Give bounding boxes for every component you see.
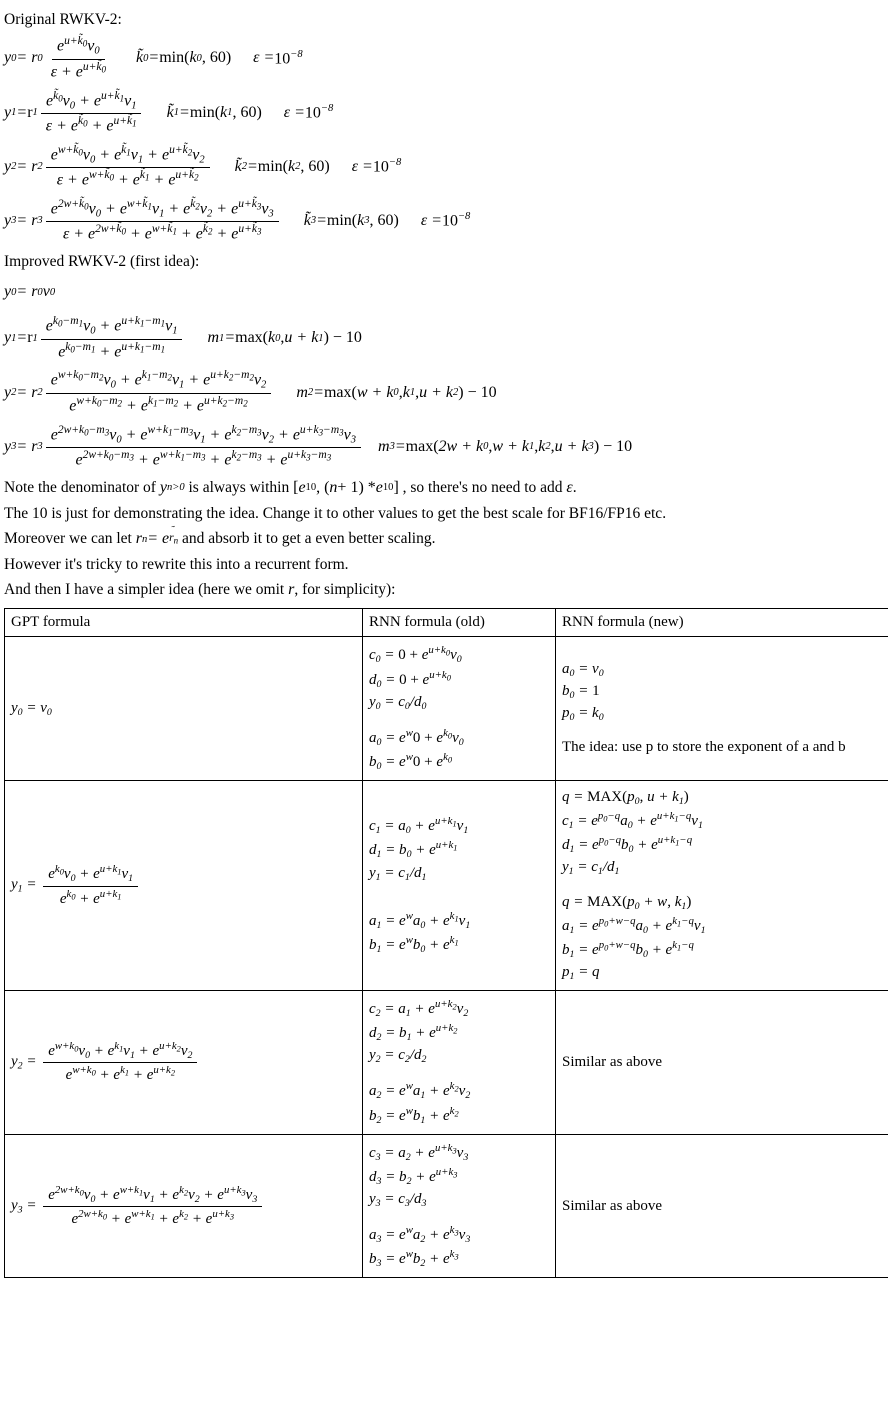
cell-rnn-old-y2: $c_2 = a_1 + e^{u+k_2}v_2$ $d_2 = b_1 + e^{u+k_2}$ $y_2 = c_2/d_2$ $a_2 = e^wa_1 + e^{k_2}v_2$ $b_2 = e^wb_1 + e^{k_2}$: [363, 991, 556, 1135]
equation-improved-y3: [4, 424, 884, 470]
note-denominator-range: Note the denominator of y n>0 is always within [ e 10 , ( n + 1) * e 10 ] , so there's no need to add ε.: [4, 478, 577, 496]
table-header-row: [5, 609, 888, 637]
table-row: [5, 637, 888, 781]
equation-improved-y2-body: y 2 = r 2 $\frac{e^{w+k_0-m_2}v_0 + e^{k_1-m_2}v_1 + e^{u+k_2-m_2}v_2}{e^{w+k_0-m_2} + e^{k_1-m_2} + e^{u+k_2-m_2}}$: [4, 369, 274, 415]
cell-rnn-new-y3-text: Similar as above: [562, 1197, 662, 1214]
equation-original-y3-body: y 3 = r 3 $\frac{e^{2w+k̃_0}v_0 + e^{w+k̃_1}v_1 + e^{k̃_2}v_2 + e^{u+k̃_3}v_3}{\varepsilon + e^{2w+k̃_0} + e^{w+k̃_1} + e^{k̃_2} + e^{u+k̃_3}}$: [4, 198, 282, 244]
cell-rnn-new-y0: $a_0 = v_0$ $b_0 = 1$ $p_0 = k_0$ The idea: use p to store the exponent of a and b: [556, 637, 888, 781]
heading-improved-rwkv2: Improved RWKV-2 (first idea):: [4, 252, 200, 270]
formula-comparison-table: [4, 608, 888, 1278]
equation-improved-y0-body: y 0 = r 0 v 0: [4, 283, 56, 301]
equation-original-y2-kdef: k̃ 2 = min( k 2 , 60): [234, 157, 330, 175]
table-header-gpt-formula: GPT formula: [5, 609, 363, 637]
equation-original-y2-body: y 2 = r 2 $\frac{e^{w+k̃_0}v_0 + e^{k̃_1}v_1 + e^{u+k̃_2}v_2}{\varepsilon + e^{w+k̃_0} + e^{k̃_1} + e^{u+k̃_2}}$: [4, 144, 213, 190]
note-rn-scaling: Moreover we can let r n = e r $_n$ and absorb it to get a even better scaling.: [4, 530, 436, 548]
equation-original-y3-eps: ε = $10^{-8}$: [420, 211, 471, 230]
equation-original-y0: [4, 35, 884, 81]
equation-improved-y3-body: y 3 = r 3 $\frac{e^{2w+k_0-m_3}v_0 + e^{w+k_1-m_3}v_1 + e^{k_2-m_3}v_2 + e^{u+k_3-m_3}v_3}{e^{2w+k_0-m_3} + e^{w+k_1-m_3} + e^{k_2-m_3} + e^{u+k_3-m_3}}$: [4, 424, 364, 470]
note-simpler-idea: And then I have a simpler idea (here we omit r, for simplicity):: [4, 581, 396, 599]
cell-rnn-new-y2-text: Similar as above: [562, 1053, 662, 1070]
equation-original-y3: [4, 198, 884, 244]
cell-rnn-new-y0-note: The idea: use p to store the exponent of a and b: [562, 739, 846, 756]
cell-gpt-y2: $y_2$ = $\frac{e^{w+k_0}v_0 + e^{k_1}v_1 + e^{u+k_2}v_2}{e^{w+k_0} + e^{k_1} + e^{u+k_2}}$: [5, 991, 363, 1135]
cell-rnn-new-y1: $q = MAX(p_0$, $u + k_1$) $c_1 = e^{p_0-q}a_0 + e^{u+k_1-q}v_1$ $d_1 = e^{p_0-q}b_0 + e^{u+k_1-q}$ $y_1 = c_1/d_1$ $q = MAX(p_0 + w$, $k_1$) $a_1 = e^{p_0+w-q}a_0 + e^{k_1-q}v_1$ $b_1 = e^{p_0+w-q}b_0 + e^{k_1-q}$ $p_1 = q$: [556, 781, 888, 991]
equation-improved-y2: [4, 369, 884, 415]
equation-original-y1: [4, 90, 884, 136]
note-scale-demo: The 10 is just for demonstrating the idea. Change it to other values to get the best scale for BF16/FP16 etc.: [4, 504, 667, 522]
equation-original-y2: [4, 144, 884, 190]
cell-rnn-old-y3: $c_3 = a_2 + e^{u+k_3}v_3$ $d_3 = b_2 + e^{u+k_3}$ $y_3 = c_3/d_3$ $a_3 = e^wa_2 + e^{k_3}v_3$ $b_3 = e^wb_2 + e^{k_3}$: [363, 1134, 556, 1278]
equation-improved-y2-mdef: m 2 = max( w + k 0 , k 1 , u + k 2 ) − 10: [296, 383, 497, 401]
equation-improved-y3-mdef: m 3 = max( 2w + k 0 , w + k 1 , k 2 , u + k 3 ) − 10: [378, 437, 633, 455]
equation-original-y0-eps: ε = $10^{-8}$: [253, 48, 303, 68]
equation-original-y3-kdef: k̃ 3 = min( k 3 , 60): [303, 211, 399, 229]
note-recurrent-tricky: However it's tricky to rewrite this into a recurrent form.: [4, 556, 349, 574]
table-row: [5, 991, 888, 1135]
equation-original-y1-eps: ε = $10^{-8}$: [283, 102, 334, 122]
heading-original-rwkv2: Original RWKV-2:: [4, 11, 122, 28]
table-header-rnn-new: RNN formula (new): [556, 609, 888, 637]
equation-original-y2-eps: ε = $10^{-8}$: [351, 157, 402, 176]
cell-rnn-new-y2: [556, 991, 888, 1135]
cell-gpt-y1: $y_1$ = $\frac{e^{k_0}v_0 + e^{u+k_1}v_1}{e^{k_0} + e^{u+k_1}}$: [5, 781, 363, 991]
equation-original-y0-body: y 0 = r 0 $\frac{e^{u+k̃_0}v_0}{\varepsilon + e^{u+k̃_0}}$: [4, 35, 107, 81]
cell-rnn-old-y0: $c_0 = 0 + e^{u+k_0}v_0$ $d_0 = 0 + e^{u+k_0}$ $y_0 = c_0/d_0$ $a_0 = e^w0 + e^{k_0}v_0$ $b_0 = e^w0 + e^{k_0}$: [363, 637, 556, 781]
equation-improved-y1-body: y 1 = r 1 $\frac{e^{k_0-m_1}v_0 + e^{u+k_1-m_1}v_1}{e^{k_0-m_1} + e^{u+k_1-m_1}}$: [4, 315, 185, 361]
equation-original-y1-body: y 1 = r 1 $\frac{e^{k̃_0}v_0 + e^{u+k̃_1}v_1}{\varepsilon + e^{k̃_0} + e^{u+k̃_1}}$: [4, 90, 145, 136]
equation-improved-y1-mdef: m 1 = max( k 0 , u + k 1 ) − 10: [207, 329, 362, 347]
equation-improved-y1: [4, 315, 884, 361]
equation-improved-y0: [4, 277, 884, 307]
table-header-rnn-old: RNN formula (old): [363, 609, 556, 637]
table-row: [5, 781, 888, 991]
cell-gpt-y0: $y_0 = v_0$: [5, 637, 363, 781]
table-row: [5, 1134, 888, 1278]
cell-rnn-new-y3: [556, 1134, 888, 1278]
equation-original-y0-kdef: k̃ 0 = min( k 0 , 60): [136, 49, 232, 67]
cell-gpt-y3: $y_3$ = $\frac{e^{2w+k_0}v_0 + e^{w+k_1}v_1 + e^{k_2}v_2 + e^{u+k_3}v_3}{e^{2w+k_0} + e^{w+k_1} + e^{k_2} + e^{u+k_3}}$: [5, 1134, 363, 1278]
equation-original-y1-kdef: k̃ 1 = min( k 1 , 60): [166, 103, 262, 121]
cell-rnn-old-y1: $c_1 = a_0 + e^{u+k_1}v_1$ $d_1 = b_0 + e^{u+k_1}$ $y_1 = c_1/d_1$ $a_1 = e^wa_0 + e^{k_1}v_1$ $b_1 = e^wb_0 + e^{k_1}$: [363, 781, 556, 991]
